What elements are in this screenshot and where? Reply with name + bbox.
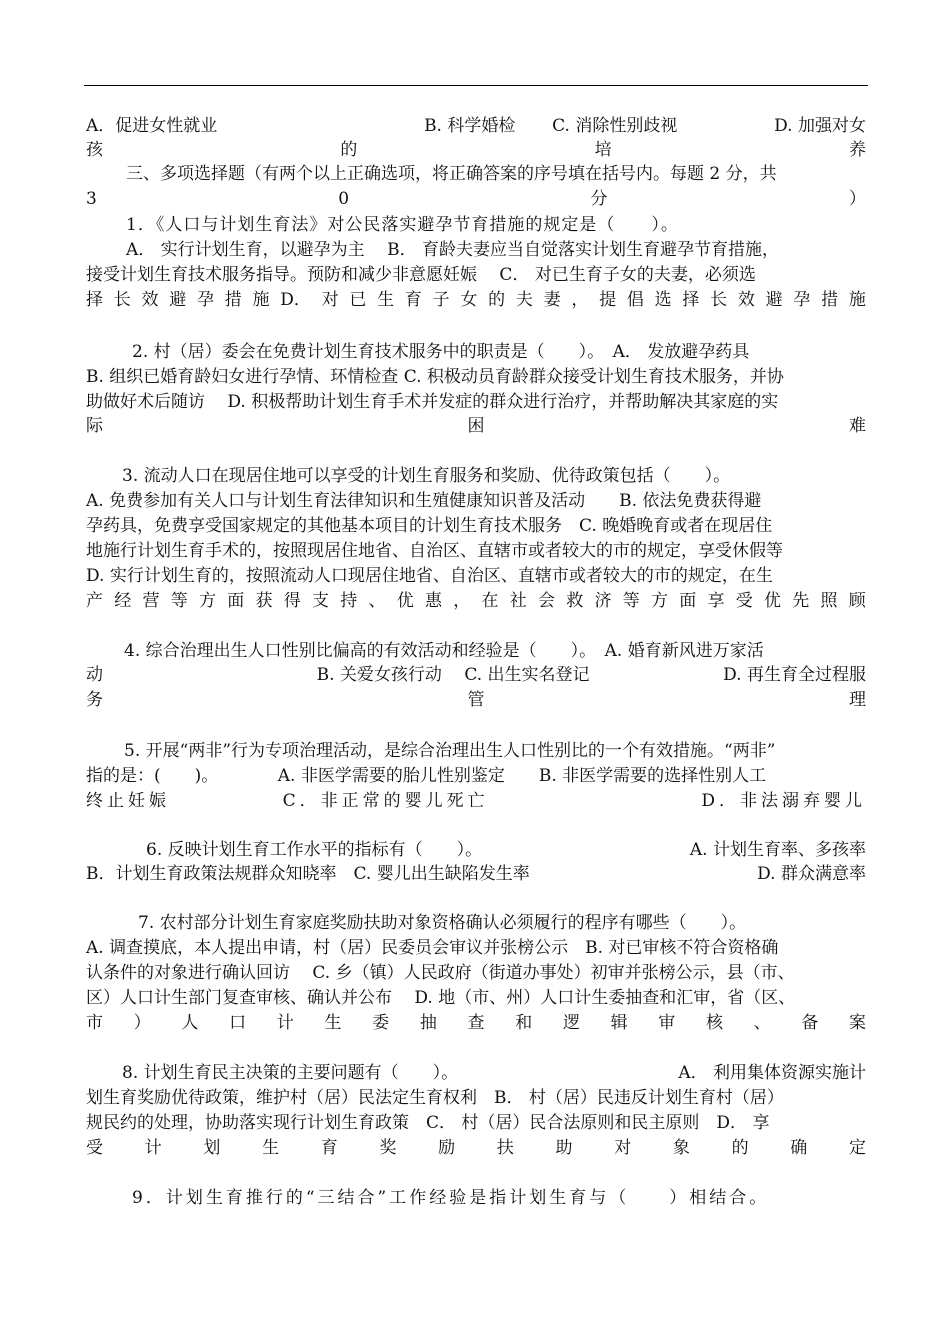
text-char: 营 bbox=[142, 591, 160, 611]
question-1-options: A． 实行计划生育，以避孕为主 B． 育龄夫妻应当自觉落实计划生育避孕节育措施， bbox=[126, 240, 779, 260]
text-fragment: A． 利用集体资源实施计 bbox=[678, 1063, 866, 1083]
question-8 bbox=[86, 1061, 866, 1085]
question-8-options-cont: 规民约的处理，协助落实现行计划生育政策 C． 村（居）民合法原则和民主原则 D． 享 bbox=[86, 1113, 770, 1133]
text-char: 辑 bbox=[610, 1013, 628, 1033]
text-char: 倡 bbox=[626, 290, 644, 310]
text-fragment: 务 bbox=[86, 690, 103, 710]
text-fragment: 8. 计划生育民主决策的主要问题有（ ）。 bbox=[122, 1063, 459, 1083]
section-heading: 三、多项选择题（有两个以上正确选项，将正确答案的序号填在括号内。每题 2 分，共 bbox=[126, 164, 777, 184]
question-4: 4. 综合治理出生人口性别比偏高的有效活动和经验是（ ）。 A. 婚育新风进万家活 bbox=[124, 641, 764, 661]
text-char: 象 bbox=[672, 1138, 690, 1158]
text-char: 经 bbox=[114, 591, 132, 611]
text-char: 夫 bbox=[515, 290, 533, 310]
question-2: 2. 村（居）委会在免费计划生育技术服务中的职责是（ ）。 A． 发放避孕药具 bbox=[132, 342, 750, 362]
text-char: 奖 bbox=[379, 1138, 397, 1158]
text-char: 社 bbox=[509, 591, 527, 611]
question-4-options bbox=[86, 663, 866, 687]
text-char: 济 bbox=[594, 591, 612, 611]
question-5-options: 指的是：( )。 A. 非医学需要的胎儿性别鉴定 B. 非医学需要的选择性别人工 bbox=[86, 766, 767, 786]
question-4-options-last bbox=[86, 688, 866, 712]
question-1-options-cont: 接受计划生育技术服务指导。预防和减少非意愿妊娠 C． 对已生育子女的夫妻，必须选 bbox=[86, 265, 756, 285]
text-char: 面 bbox=[227, 591, 245, 611]
text-char: 照 bbox=[820, 591, 838, 611]
text-char: 产 bbox=[86, 591, 103, 611]
question-6-options bbox=[86, 862, 866, 886]
text-char: 选 bbox=[654, 290, 672, 310]
question-2-options-cont: 助做好术后随访 D. 积极帮助计划生育手术并发症的群众进行治疗，并帮助解决其家庭的实 bbox=[86, 392, 779, 412]
text-char: 择 bbox=[682, 290, 700, 310]
text-fragment: ） bbox=[848, 189, 866, 209]
option-c: C. 消除性别歧视 bbox=[552, 116, 678, 136]
question-6 bbox=[86, 838, 866, 862]
question-3-options: A. 免费参加有关人口与计划生育法律知识和生殖健康知识普及活动 B. 依法免费获得避 bbox=[86, 491, 762, 511]
text-char: 受 bbox=[735, 591, 753, 611]
text-char: 逻 bbox=[562, 1013, 580, 1033]
text-char: 生 bbox=[377, 290, 395, 310]
question-2-options-last bbox=[86, 414, 866, 438]
text-char: 育 bbox=[320, 1138, 338, 1158]
text-char: 等 bbox=[170, 591, 188, 611]
text-char: 施 bbox=[252, 290, 270, 310]
text-char: 确 bbox=[790, 1138, 808, 1158]
text-fragment: 孩 bbox=[86, 140, 103, 160]
text-char: 在 bbox=[481, 591, 499, 611]
text-char: 对 bbox=[614, 1138, 632, 1158]
question-3-options-cont: D. 实行计划生育的，按照流动人口现居住地省、自治区、直辖市或者较大的市的规定，在生 bbox=[86, 566, 773, 586]
text-char: 市 bbox=[86, 1013, 103, 1033]
question-7-options-cont: 认条件的对象进行确认回访 C. 乡（镇）人民政府（街道办事处）初审并张榜公示，县（市、 bbox=[86, 963, 795, 983]
text-fragment: 管 bbox=[467, 690, 485, 710]
text-char: 审 bbox=[658, 1013, 676, 1033]
question-7-options-cont: 区）人口计生部门复查审核、确认并公布 D. 地（市、州）人口计生委抽查和汇审，省（区、 bbox=[86, 988, 796, 1008]
question-1: 1．《人口与计划生育法》对公民落实避孕节育措施的规定是（ ）。 bbox=[126, 215, 679, 235]
text-char: 救 bbox=[566, 591, 584, 611]
text-char: 避 bbox=[765, 290, 783, 310]
text-fragment: 困 bbox=[467, 416, 485, 436]
text-char: 案 bbox=[849, 1013, 866, 1033]
text-fragment: B. 关爱女孩行动 C. 出生实名登记 bbox=[316, 665, 590, 685]
question-7-options-last bbox=[86, 1011, 866, 1035]
text-char: 和 bbox=[515, 1013, 533, 1033]
text-char: 享 bbox=[707, 591, 725, 611]
text-char: 施 bbox=[848, 290, 866, 310]
text-char: 励 bbox=[438, 1138, 456, 1158]
question-1-options-last bbox=[86, 288, 866, 312]
text-char: 避 bbox=[169, 290, 187, 310]
text-char: 查 bbox=[467, 1013, 485, 1033]
text-char: 得 bbox=[283, 591, 301, 611]
text-fragment: 3 bbox=[86, 189, 97, 209]
text-char: 已 bbox=[349, 290, 367, 310]
text-char: 受 bbox=[86, 1138, 103, 1158]
text-fragment: B．计划生育政策法规群众知晓率 C. 婴儿出生缺陷发生率 bbox=[86, 864, 530, 884]
text-char: 助 bbox=[555, 1138, 573, 1158]
text-char: 子 bbox=[432, 290, 450, 310]
text-fragment: C．非正常的婴儿死亡 bbox=[282, 791, 489, 811]
question-7: 7. 农村部分计划生育家庭奖励扶助对象资格确认必须履行的程序有哪些（ ）。 bbox=[138, 913, 747, 933]
text-char: 效 bbox=[141, 290, 159, 310]
text-char: 支 bbox=[312, 591, 329, 611]
text-char: 持 bbox=[340, 591, 358, 611]
text-char: D． bbox=[280, 290, 311, 310]
text-char: 等 bbox=[622, 591, 640, 611]
text-char: 核 bbox=[705, 1013, 723, 1033]
text-char: 孕 bbox=[197, 290, 214, 310]
text-char: 计 bbox=[144, 1138, 162, 1158]
question-7-options: A. 调查摸底，本人提出申请，村（居）民委员会审议并张榜公示 B. 对已审核不符合资格确 bbox=[86, 938, 779, 958]
text-char: 女 bbox=[460, 290, 478, 310]
question-5-options-last bbox=[86, 789, 866, 813]
text-char: 面 bbox=[679, 591, 697, 611]
text-char: 效 bbox=[737, 290, 755, 310]
question-3: 3. 流动人口在现居住地可以享受的计划生育服务和奖励、优待政策包括（ ）。 bbox=[122, 466, 731, 486]
text-char: 生 bbox=[262, 1138, 280, 1158]
text-char: ， bbox=[453, 591, 471, 611]
text-char: 对 bbox=[321, 290, 339, 310]
question-5: 5. 开展“两非”行为专项治理活动，是综合治理出生人口性别比的一个有效措施。“两非” bbox=[124, 741, 776, 761]
text-fragment: 际 bbox=[86, 416, 103, 436]
text-char: 惠 bbox=[425, 591, 442, 611]
section-heading-cont bbox=[86, 187, 866, 211]
text-char: 的 bbox=[488, 290, 506, 310]
text-fragment: A. 计划生育率、多孩率 bbox=[689, 840, 866, 860]
text-char: 口 bbox=[229, 1013, 247, 1033]
question-3-options-cont: 孕药具，免费享受国家规定的其他基本项目的计划生育技术服务 C. 晚婚晚育或者在现居住 bbox=[86, 516, 773, 536]
text-char: 长 bbox=[113, 290, 131, 310]
text-char: 生 bbox=[324, 1013, 342, 1033]
text-char: 育 bbox=[404, 290, 422, 310]
text-char: 、 bbox=[368, 591, 386, 611]
prev-question-options bbox=[86, 114, 866, 138]
text-char: 计 bbox=[276, 1013, 294, 1033]
text-fragment: D. 再生育全过程服 bbox=[723, 665, 866, 685]
option-d: D. 加强对女 bbox=[774, 116, 866, 136]
text-char: 方 bbox=[651, 591, 668, 611]
text-char: 孕 bbox=[793, 290, 811, 310]
text-char: 先 bbox=[792, 591, 810, 611]
text-char: 措 bbox=[224, 290, 242, 310]
text-fragment: 分 bbox=[590, 189, 608, 209]
text-char: ， bbox=[571, 290, 589, 310]
text-char: 委 bbox=[372, 1013, 390, 1033]
text-char: 择 bbox=[86, 290, 103, 310]
text-char: 方 bbox=[199, 591, 216, 611]
option-a: A．促进女性就业 bbox=[86, 116, 218, 136]
text-char: ） bbox=[133, 1013, 151, 1033]
text-char: 妻 bbox=[543, 290, 561, 310]
text-fragment: 难 bbox=[849, 416, 866, 436]
text-char: 优 bbox=[764, 591, 781, 611]
header-rule bbox=[84, 85, 868, 86]
text-fragment: 0 bbox=[338, 189, 350, 209]
text-fragment: 理 bbox=[849, 690, 866, 710]
text-char: 措 bbox=[821, 290, 839, 310]
text-char: 优 bbox=[396, 591, 414, 611]
question-8-options: 划生育奖励优待政策，维护村（居）民法定生育权利 B． 村（居）民违反计划生育村（居） bbox=[86, 1088, 784, 1108]
text-char: 顾 bbox=[848, 591, 866, 611]
text-char: 抽 bbox=[419, 1013, 437, 1033]
question-2-options: B. 组织已婚育龄妇女进行孕情、环情检查 C. 积极动员育龄群众接受计划生育技术服务，并协 bbox=[86, 367, 784, 387]
question-3-options-cont: 地施行计划生育手术的，按照现居住地省、自治区、直辖市或者较大的市的规定，享受休假等 bbox=[86, 541, 783, 561]
option-b: B. 科学婚检 bbox=[424, 116, 516, 136]
text-char: 的 bbox=[731, 1138, 749, 1158]
text-fragment: D. 群众满意率 bbox=[757, 864, 866, 884]
text-fragment: 6. 反映计划生育工作水平的指标有（ ）。 bbox=[146, 840, 483, 860]
text-fragment: 养 bbox=[848, 140, 866, 160]
question-8-options-last bbox=[86, 1136, 866, 1160]
question-9: 9．计划生育推行的“三结合”工作经验是指计划生育与（ ）相结合。 bbox=[132, 1188, 770, 1208]
question-3-options-last bbox=[86, 589, 866, 613]
text-char: 会 bbox=[538, 591, 555, 611]
text-char: 长 bbox=[710, 290, 728, 310]
text-char: 扶 bbox=[496, 1138, 514, 1158]
text-char: 人 bbox=[181, 1013, 199, 1033]
text-char: 划 bbox=[203, 1138, 221, 1158]
text-char: 定 bbox=[848, 1138, 866, 1158]
text-char: 备 bbox=[801, 1013, 819, 1033]
text-fragment: 培 bbox=[594, 140, 612, 160]
text-char: 提 bbox=[599, 290, 617, 310]
text-fragment: 的 bbox=[340, 140, 358, 160]
text-fragment: 终止妊娠 bbox=[86, 791, 170, 811]
text-fragment: D．非法溺弃婴儿 bbox=[701, 791, 866, 811]
text-char: 获 bbox=[255, 591, 273, 611]
text-char: 、 bbox=[753, 1013, 771, 1033]
prev-question-options-cont bbox=[86, 138, 866, 162]
text-fragment: 动 bbox=[86, 665, 103, 685]
